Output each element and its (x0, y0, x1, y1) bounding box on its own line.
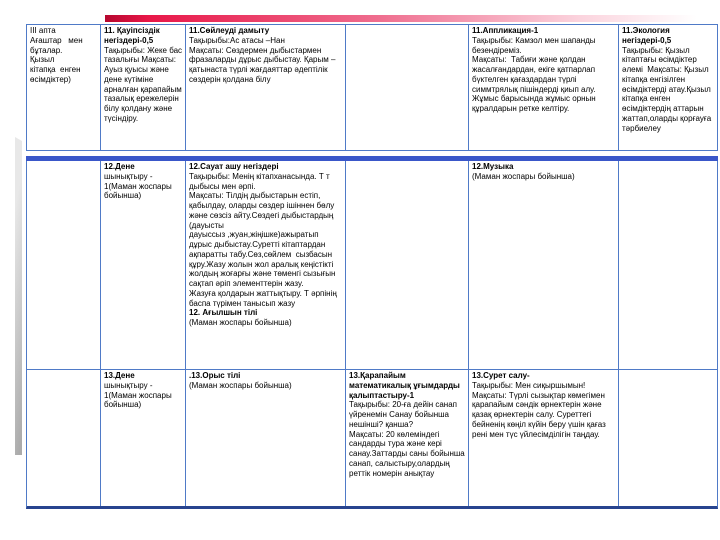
cell-text: шынықтыру - 1(Маман жоспары бойынша) (104, 380, 174, 410)
cell-text: Тақырыбы: Жеке бас тазалығы Мақсаты: Ауыз қуысы және дене күтіміне арналған қарапайым тазалық ережелерін білу қолдану және түсіндіру. (104, 45, 185, 123)
cell-safety-basics (101, 25, 186, 151)
cell-text: 11. Қауіпсіздік негіздері-0,5 (104, 26, 162, 45)
cell-text: (Маман жоспары бойынша) (189, 380, 292, 390)
cell-text: 11.Аппликация-1 (472, 26, 539, 35)
cell-text: 11.Экология негіздері-0,5 (622, 26, 672, 45)
cell-text: Тақырыбы: 20-ға дейін санап үйренемін Санау бойынша нешінші? қанша? (349, 400, 460, 429)
table-row (26, 161, 718, 370)
cell-text: 13.Қарапайым математикалық ұғымдарды қалыптастыру-1 (349, 371, 463, 400)
cell-text: 13.Дене (104, 371, 135, 380)
cell-elementary-math (346, 370, 469, 506)
cell-text: 11.Сөйлеуді дамыту (189, 26, 270, 35)
cell-speech-development (186, 25, 346, 151)
cell-russian-language (186, 370, 346, 506)
left-gray-bar-decoration (15, 137, 22, 455)
cell-empty (619, 370, 717, 506)
cell-text: Тақырыбы: Менің кітапханасында. Т т дыбысы мен әрпі. (189, 171, 332, 191)
cell-text: (Маман жоспары бойынша) (472, 171, 575, 181)
cell-text: Тақырыбы: Қызыл кітаптағы өсімдіктер әлемі Мақсаты: Қызыл кітапқа енгізілген өсімдіктерді атау.Қызыл кітапқа енген өсімдіктердің аттарын жаттап,оларды қорғауға тәрбиелеу (622, 45, 714, 133)
cell-text: дауыссыз ,жуан,жіңішке)ажыратып дұрыс дыбыстау.Суретті кітаптардан ақпаратты табу.Сөз,сөйлем сызбасын құру.Жазу жолын жол аралық кеңістікті жолдың жоғарғы және төменгі сызығын сақтап әріп элементтерін жазу. (189, 230, 338, 288)
cell-drawing (469, 370, 619, 506)
cell-text: Қызыл (30, 55, 55, 65)
cell-empty (27, 370, 101, 506)
cell-text: 13.Сурет салу- (472, 371, 530, 380)
cell-text: Мақсаты: Тілдің дыбыстарын естіп, қабылдау, оларды сөздер ішіннен бөлу және сөзсіз айту.Сөздегі дыбыстардың (дауысты (189, 191, 337, 230)
cell-text: 12.Музыка (472, 162, 514, 171)
cell-text: III апта (30, 26, 56, 35)
cell-physical-training-13 (101, 370, 186, 506)
cell-literacy-basics (186, 161, 346, 370)
cell-physical-training-12 (101, 161, 186, 370)
cell-week-3-topic (27, 25, 101, 151)
cell-empty (346, 161, 469, 370)
cell-text: кітапқа енген (30, 65, 81, 74)
cell-text: 12. Ағылшын тілі (189, 308, 258, 318)
cell-text: Тақырыбы: Мен сиқыршымын! (472, 380, 586, 390)
cell-text: 12.Дене (104, 162, 135, 171)
cell-text: Тақырыбы:Ас атасы –Нан (189, 35, 285, 45)
cell-text: Мақсаты: Сөздермен дыбыстармен фразаларды дұрыс дыбыстау. Қарым –қатынаста түрлі жағдаяттар әдептілік сөздерін қолдана білу (189, 45, 336, 84)
cell-empty (27, 161, 101, 370)
cell-text: өсімдіктер) (30, 74, 71, 84)
cell-text: Ағаштар мен (30, 35, 83, 45)
cell-text: бұталар. (30, 45, 63, 55)
lesson-schedule-table (26, 24, 718, 509)
cell-text: Мақсаты: 20 көлеміндегі сандарды тура және кері санау.Заттарды саны бойынша санап, салыстыру,олардың реттік номерін анықтау (349, 429, 467, 478)
cell-text: (Маман жоспары бойынша) (189, 318, 292, 327)
cell-empty (346, 25, 469, 151)
cell-music (469, 161, 619, 370)
cell-ecology-basics (619, 25, 717, 151)
cell-text: шынықтыру - 1(Маман жоспары бойынша) (104, 171, 174, 201)
cell-text: Жазуға қолдарын жаттықтыру. Т әрпінің баспа түрімен танысып жазу (189, 288, 339, 308)
top-red-gradient-bar (105, 15, 715, 22)
cell-text: .13.Орыс тілі (189, 371, 241, 380)
table-row (26, 370, 718, 509)
cell-text: Мақсаты: Табиғи және қолдан жасалғандардан, екіге қатпарлап бүктелген қағаздардан түрлі симмтрялық пішіндерді қиып алу. Жұмыс барысында жұмыс орнын құралдарын ретке келтіру. (472, 55, 598, 113)
cell-text: Мақсаты: Түрлі сызықтар көмегімен қарапайым сәндік өрнектерін және қазақ өрнектерін салу. Суреттегі бейненің көңіл күйін беру үшін қағаз рені мен түс үйлесімділігін таңдау. (472, 390, 609, 439)
cell-text: 12.Сауат ашу негіздері (189, 162, 279, 171)
cell-applique (469, 25, 619, 151)
table-header-row (26, 24, 718, 151)
cell-text: Тақырыбы: Камзол мен шапанды безендіреміз. (472, 35, 598, 55)
cell-empty (619, 161, 717, 370)
